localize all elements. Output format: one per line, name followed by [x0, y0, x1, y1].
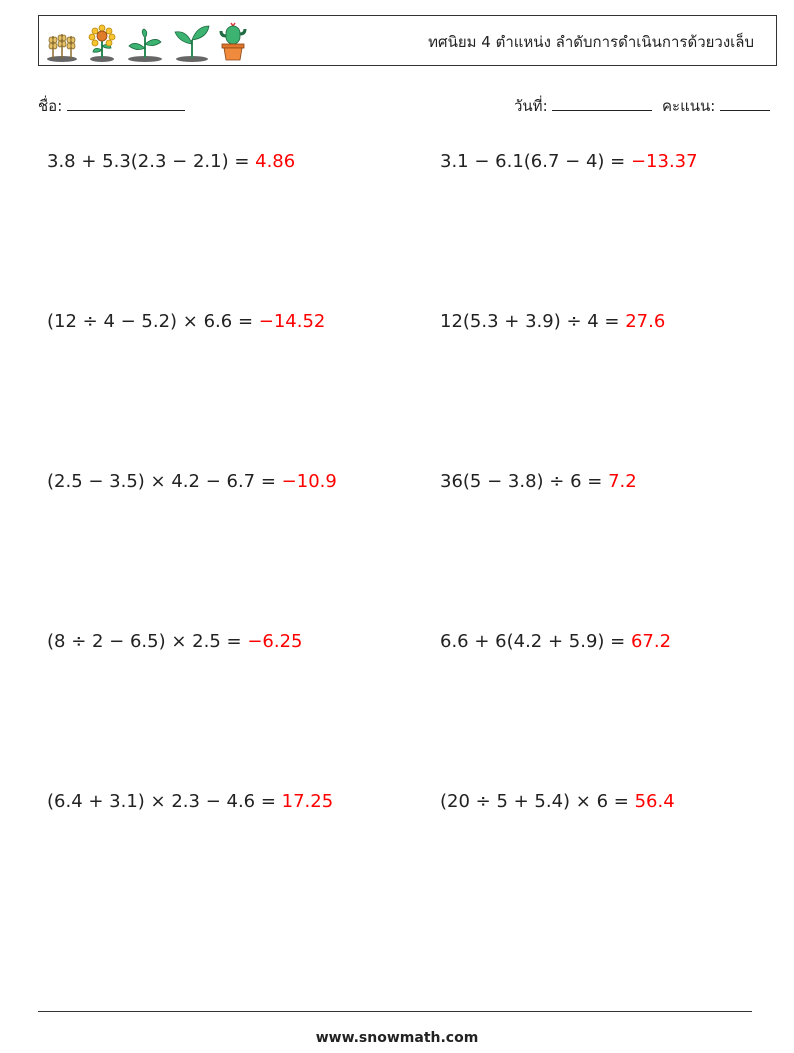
problem-7	[47, 631, 302, 652]
problem-expression: 3.8 + 5.3(2.3 − 2.1) =	[47, 151, 256, 172]
score-label: คะแนน:	[662, 97, 716, 115]
problem-answer: 4.86	[255, 151, 296, 172]
problem-2	[440, 151, 698, 172]
name-blank[interactable]	[67, 96, 185, 111]
problem-expression: 36(5 − 3.8) ÷ 6 =	[440, 471, 609, 492]
date-field	[514, 94, 652, 118]
problem-10	[440, 791, 675, 812]
seedling-icon	[125, 28, 165, 62]
sprout-icon	[173, 24, 211, 62]
problem-8	[440, 631, 671, 652]
problem-answer: −10.9	[281, 471, 337, 492]
problem-expression: 12(5.3 + 3.9) ÷ 4 =	[440, 311, 626, 332]
header-icons	[45, 20, 247, 62]
problem-1	[47, 151, 295, 172]
problem-answer: 56.4	[634, 791, 675, 812]
problem-answer: −14.52	[258, 311, 326, 332]
problem-answer: 67.2	[630, 631, 672, 652]
problem-5	[47, 471, 337, 492]
worksheet-header	[38, 15, 777, 66]
problem-answer: 17.25	[281, 791, 334, 812]
problem-expression: 3.1 − 6.1(6.7 − 4) =	[440, 151, 631, 172]
problem-expression: 6.6 + 6(4.2 + 5.9) =	[440, 631, 631, 652]
cactus-pot-icon	[219, 22, 247, 62]
score-blank[interactable]	[720, 96, 770, 111]
problem-6	[440, 471, 637, 492]
problem-4	[440, 311, 665, 332]
problem-9	[47, 791, 333, 812]
problem-expression: (12 ÷ 4 − 5.2) × 6.6 =	[47, 311, 259, 332]
problem-expression: (6.4 + 3.1) × 2.3 − 4.6 =	[47, 791, 282, 812]
problem-answer: −6.25	[247, 631, 303, 652]
date-blank[interactable]	[552, 96, 652, 111]
name-label: ชื่อ:	[38, 97, 63, 115]
wheat-icon	[45, 28, 79, 62]
date-label: วันที่:	[514, 97, 548, 115]
problem-answer: −13.37	[630, 151, 698, 172]
score-field	[662, 94, 770, 118]
problem-expression: (8 ÷ 2 − 6.5) × 2.5 =	[47, 631, 248, 652]
problem-3	[47, 311, 325, 332]
problem-expression: (20 ÷ 5 + 5.4) × 6 =	[440, 791, 635, 812]
problem-expression: (2.5 − 3.5) × 4.2 − 6.7 =	[47, 471, 282, 492]
worksheet-title: ทศนิยม 4 ตำแหน่ง ลำดับการดำเนินการด้วยวงเล็บ	[428, 33, 754, 51]
footer-divider	[38, 1011, 752, 1012]
footer-url[interactable]: www.snowmath.com	[315, 1030, 479, 1046]
name-field	[38, 94, 185, 118]
sunflower-icon	[87, 24, 117, 62]
problem-answer: 27.6	[625, 311, 666, 332]
problem-answer: 7.2	[608, 471, 637, 492]
